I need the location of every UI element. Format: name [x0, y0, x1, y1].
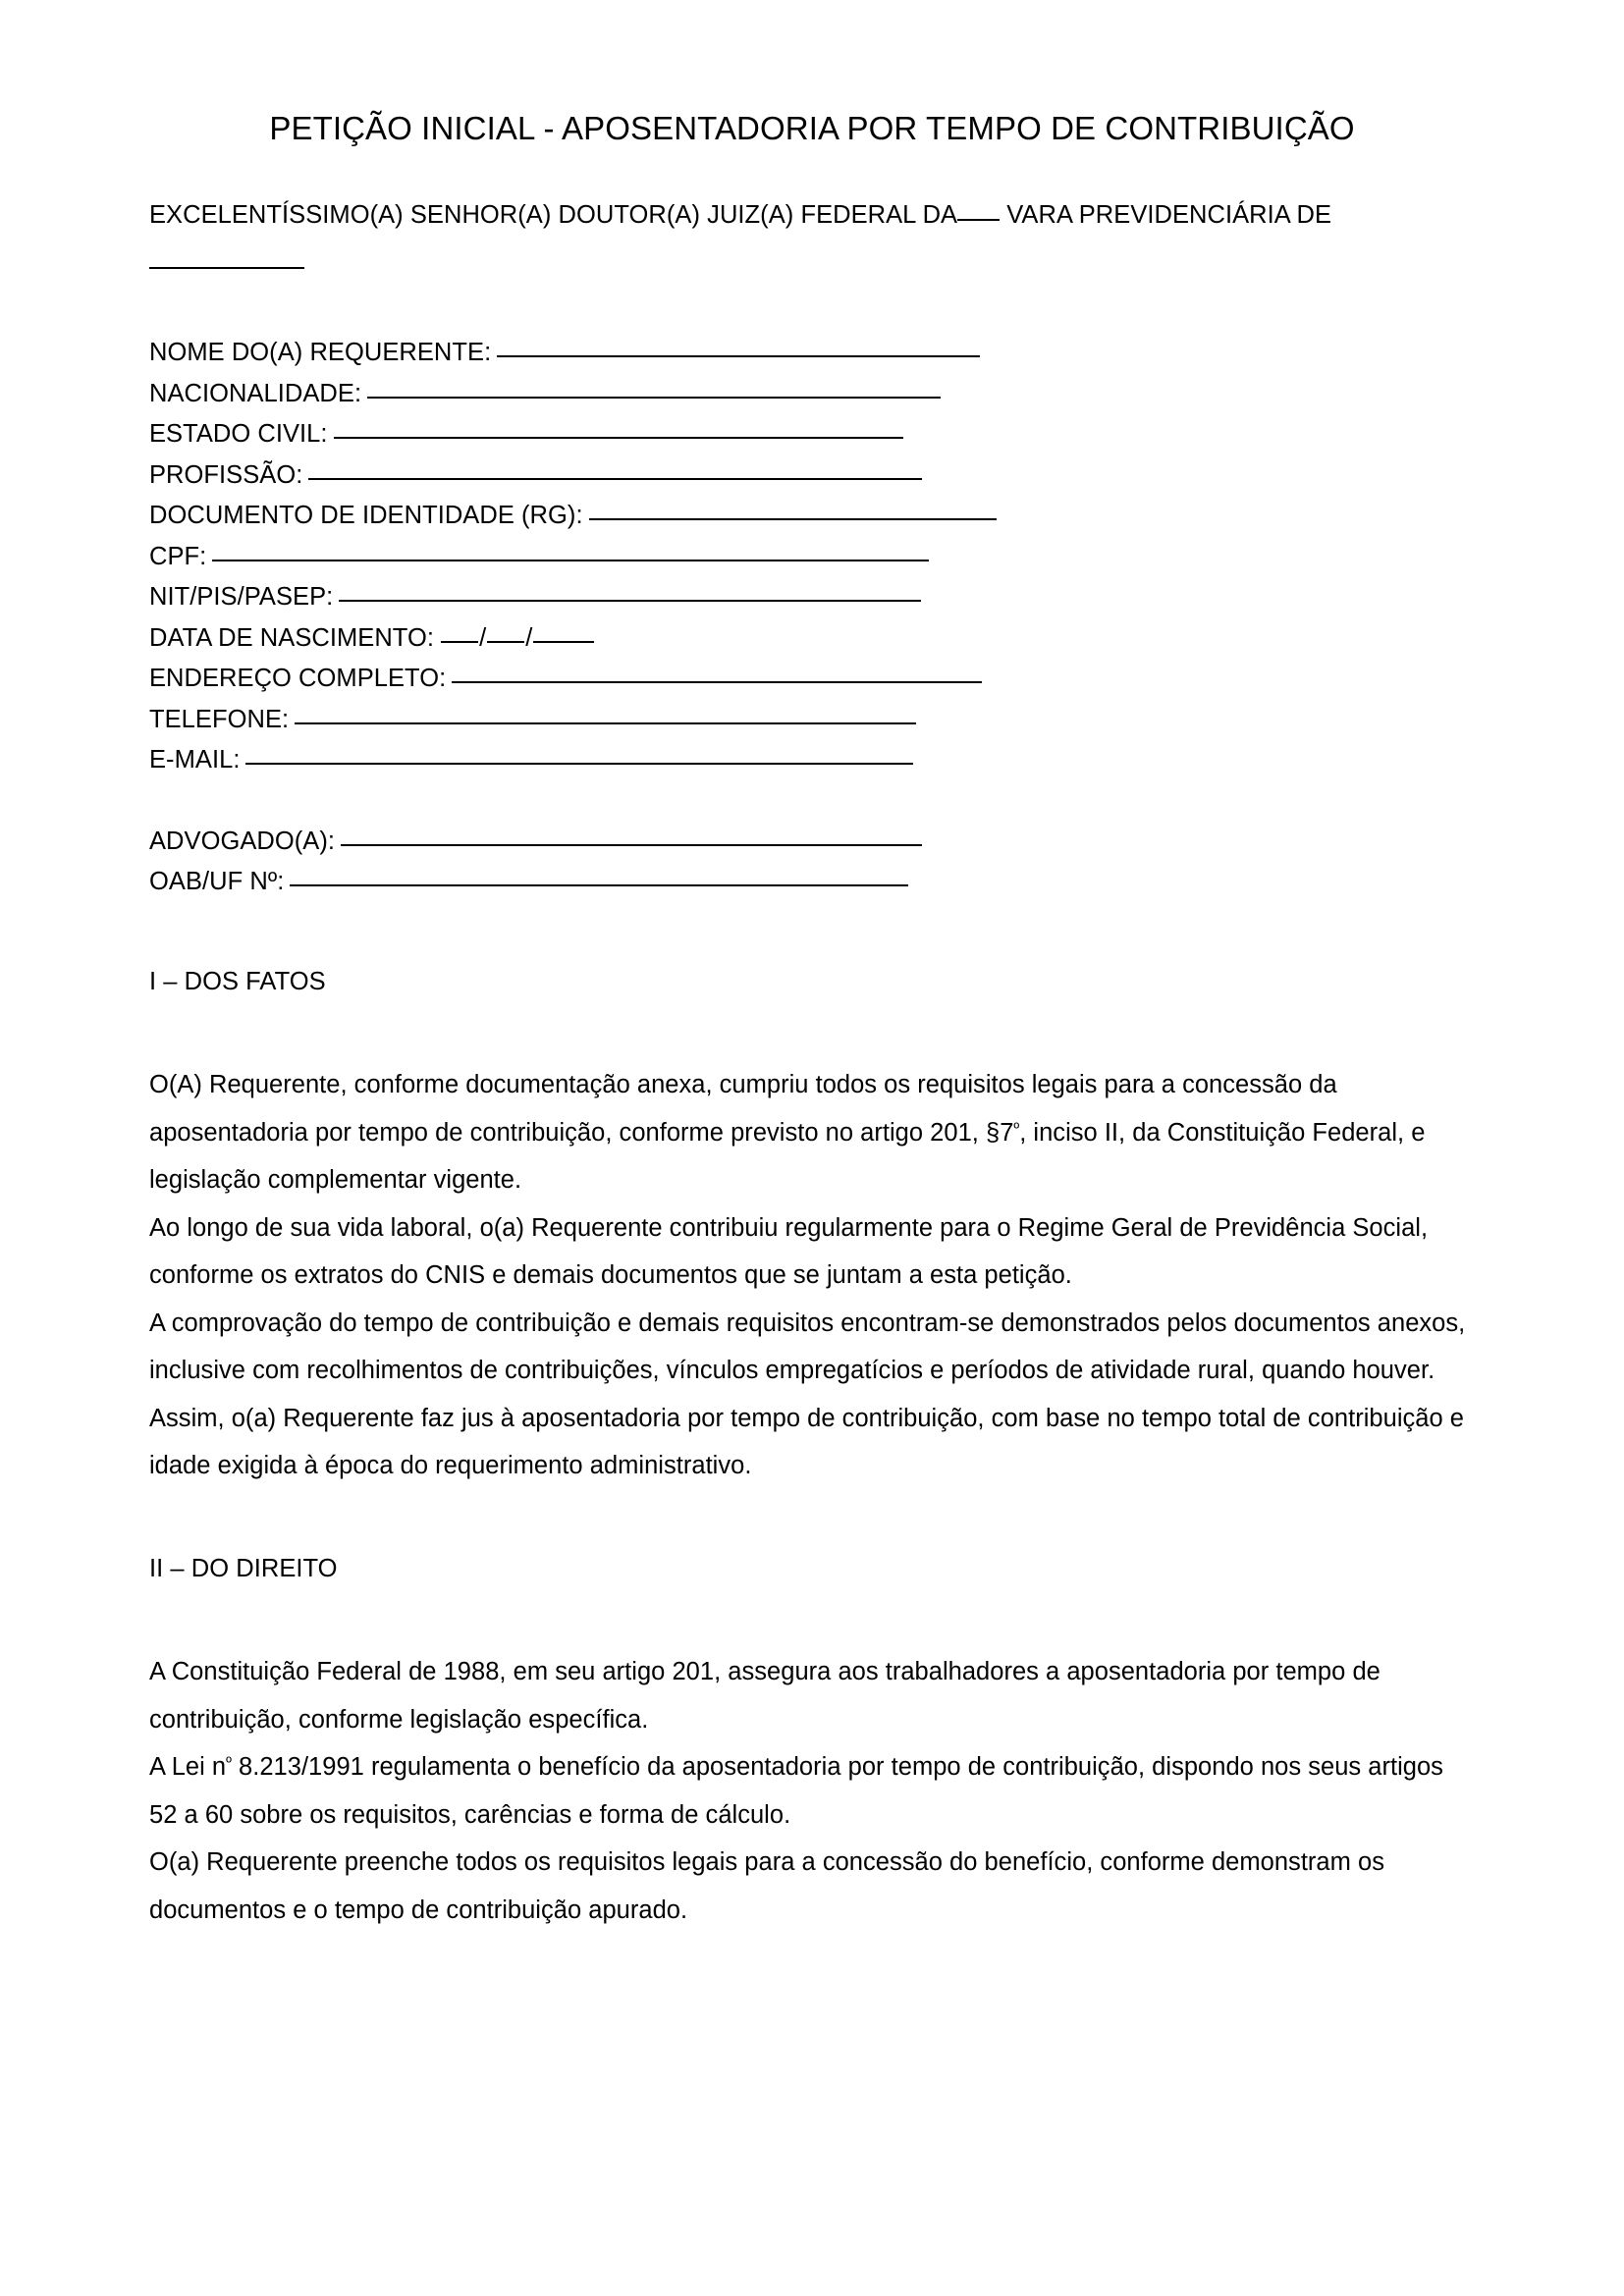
lawyer-fields — [149, 822, 1475, 903]
field-row-estado-civil — [149, 414, 1475, 455]
date-year-blank[interactable] — [533, 641, 594, 643]
section-spacer — [149, 1490, 1475, 1549]
sections-container — [149, 903, 1475, 1935]
field-blank[interactable] — [367, 397, 941, 399]
field-blank[interactable] — [589, 518, 997, 520]
field-label: NIT/PIS/PASEP: — [149, 583, 334, 612]
paragraph: A Constituição Federal de 1988, em seu artigo 201, assegura aos trabalhadores a aposentadoria por tempo de contribuição, conforme legislação específica. — [149, 1658, 1380, 1734]
field-label: E-MAIL: — [149, 746, 241, 774]
date-month-blank[interactable] — [487, 641, 524, 643]
field-row-endereco-completo — [149, 659, 1475, 700]
section-heading-i-dos-fatos: I – DOS FATOS — [149, 967, 326, 995]
section-heading-spacer — [149, 1589, 1475, 1648]
field-row-data-de-nascimento — [149, 618, 1475, 660]
field-blank[interactable] — [245, 763, 913, 765]
field-row-nit-pis-pasep — [149, 577, 1475, 618]
paragraph: O(A) Requerente, conforme documentação anexa, cumpriu todos os requisitos legais para a concessão da aposentadoria por tempo de contribuição, conforme previsto no artigo 201, $\S 7^º$, inciso II, da Constituição Federal, e legislação complementar vigente. — [149, 1071, 1426, 1195]
field-blank[interactable] — [290, 884, 908, 886]
paragraph: Ao longo de sua vida laboral, o(a) Requerente contribuiu regularmente para o Regime Geral de Previdência Social, conforme os extratos do CNIS e demais documentos que se juntam a esta petição. — [149, 1213, 1429, 1290]
field-row-documento-de-identidade-rg — [149, 496, 1475, 537]
addressee-line-prefix: EXCELENTÍSSIMO(A) SENHOR(A) DOUTOR(A) JUIZ(A) FEDERAL DA — [149, 201, 958, 230]
field-blank[interactable] — [334, 437, 903, 439]
field-label: NOME DO(A) REQUERENTE: — [149, 339, 492, 367]
field-row-telefone — [149, 700, 1475, 741]
field-label: PROFISSÃO: — [149, 460, 303, 489]
field-label: DATA DE NASCIMENTO: — [149, 623, 434, 652]
paragraph: Assim, o(a) Requerente faz jus à aposentadoria por tempo de contribuição, com base no tempo total de contribuição e idade exigida à época do requerimento administrativo. — [149, 1404, 1464, 1480]
document-content — [149, 0, 1475, 1934]
section-heading-ii-do-direito: II – DO DIREITO — [149, 1554, 338, 1582]
date-separator: / — [525, 623, 533, 652]
section-heading-spacer — [149, 1002, 1475, 1061]
field-row-advogado-a — [149, 822, 1475, 863]
addressee-line-suffix: VARA PREVIDENCIÁRIA DE — [1006, 201, 1332, 230]
addressee-block — [149, 148, 1475, 288]
field-blank[interactable] — [339, 600, 921, 602]
field-blank[interactable] — [341, 844, 922, 846]
field-label: ESTADO CIVIL: — [149, 420, 328, 449]
field-label: OAB/UF Nº: — [149, 868, 285, 896]
vara-number-blank — [957, 219, 1000, 221]
ordinal-indicator: º — [226, 1754, 232, 1772]
field-label: TELEFONE: — [149, 705, 290, 733]
field-row-e-mail — [149, 740, 1475, 781]
vara-city-blank — [149, 267, 304, 269]
field-label: CPF: — [149, 542, 207, 570]
date-day-blank[interactable] — [441, 641, 478, 643]
date-separator: / — [479, 623, 487, 652]
requester-fields — [149, 288, 1475, 781]
field-row-profissao — [149, 455, 1475, 497]
field-label: NACIONALIDADE: — [149, 379, 362, 407]
field-blank[interactable] — [452, 681, 982, 683]
field-blank[interactable] — [212, 560, 929, 561]
field-label: ADVOGADO(A): — [149, 827, 336, 855]
ordinal-indicator: º — [1013, 1120, 1020, 1138]
fields-spacer — [149, 781, 1475, 822]
field-blank[interactable] — [497, 355, 980, 357]
section-spacer — [149, 903, 1475, 962]
field-row-oab-uf-n — [149, 862, 1475, 903]
field-row-nacionalidade — [149, 374, 1475, 415]
paragraph: A comprovação do tempo de contribuição e demais requisitos encontram-se demonstrados pelos documentos anexos, inclusive com recolhimentos de contribuições, vínculos empregatícios e períodos de atividade rural, quando houver. — [149, 1308, 1466, 1385]
field-label: ENDEREÇO COMPLETO: — [149, 665, 447, 693]
field-label: DOCUMENTO DE IDENTIDADE (RG): — [149, 502, 583, 530]
field-row-nome-do-a-requerente — [149, 333, 1475, 374]
field-blank[interactable] — [295, 722, 916, 724]
page-title: PETIÇÃO INICIAL - APOSENTADORIA POR TEMPO DE CONTRIBUIÇÃO — [269, 110, 1355, 146]
field-blank[interactable] — [308, 478, 922, 480]
field-row-cpf — [149, 537, 1475, 578]
paragraph: A Lei $n^º$ 8.213/1991 regulamenta o benefício da aposentadoria por tempo de contribuição, dispondo nos seus artigos 52 a 60 sobre os requisitos, carências e forma de cálculo. — [149, 1753, 1443, 1829]
paragraph: O(a) Requerente preenche todos os requisitos legais para a concessão do benefício, conforme demonstram os documentos e o tempo de contribuição apurado. — [149, 1848, 1384, 1924]
